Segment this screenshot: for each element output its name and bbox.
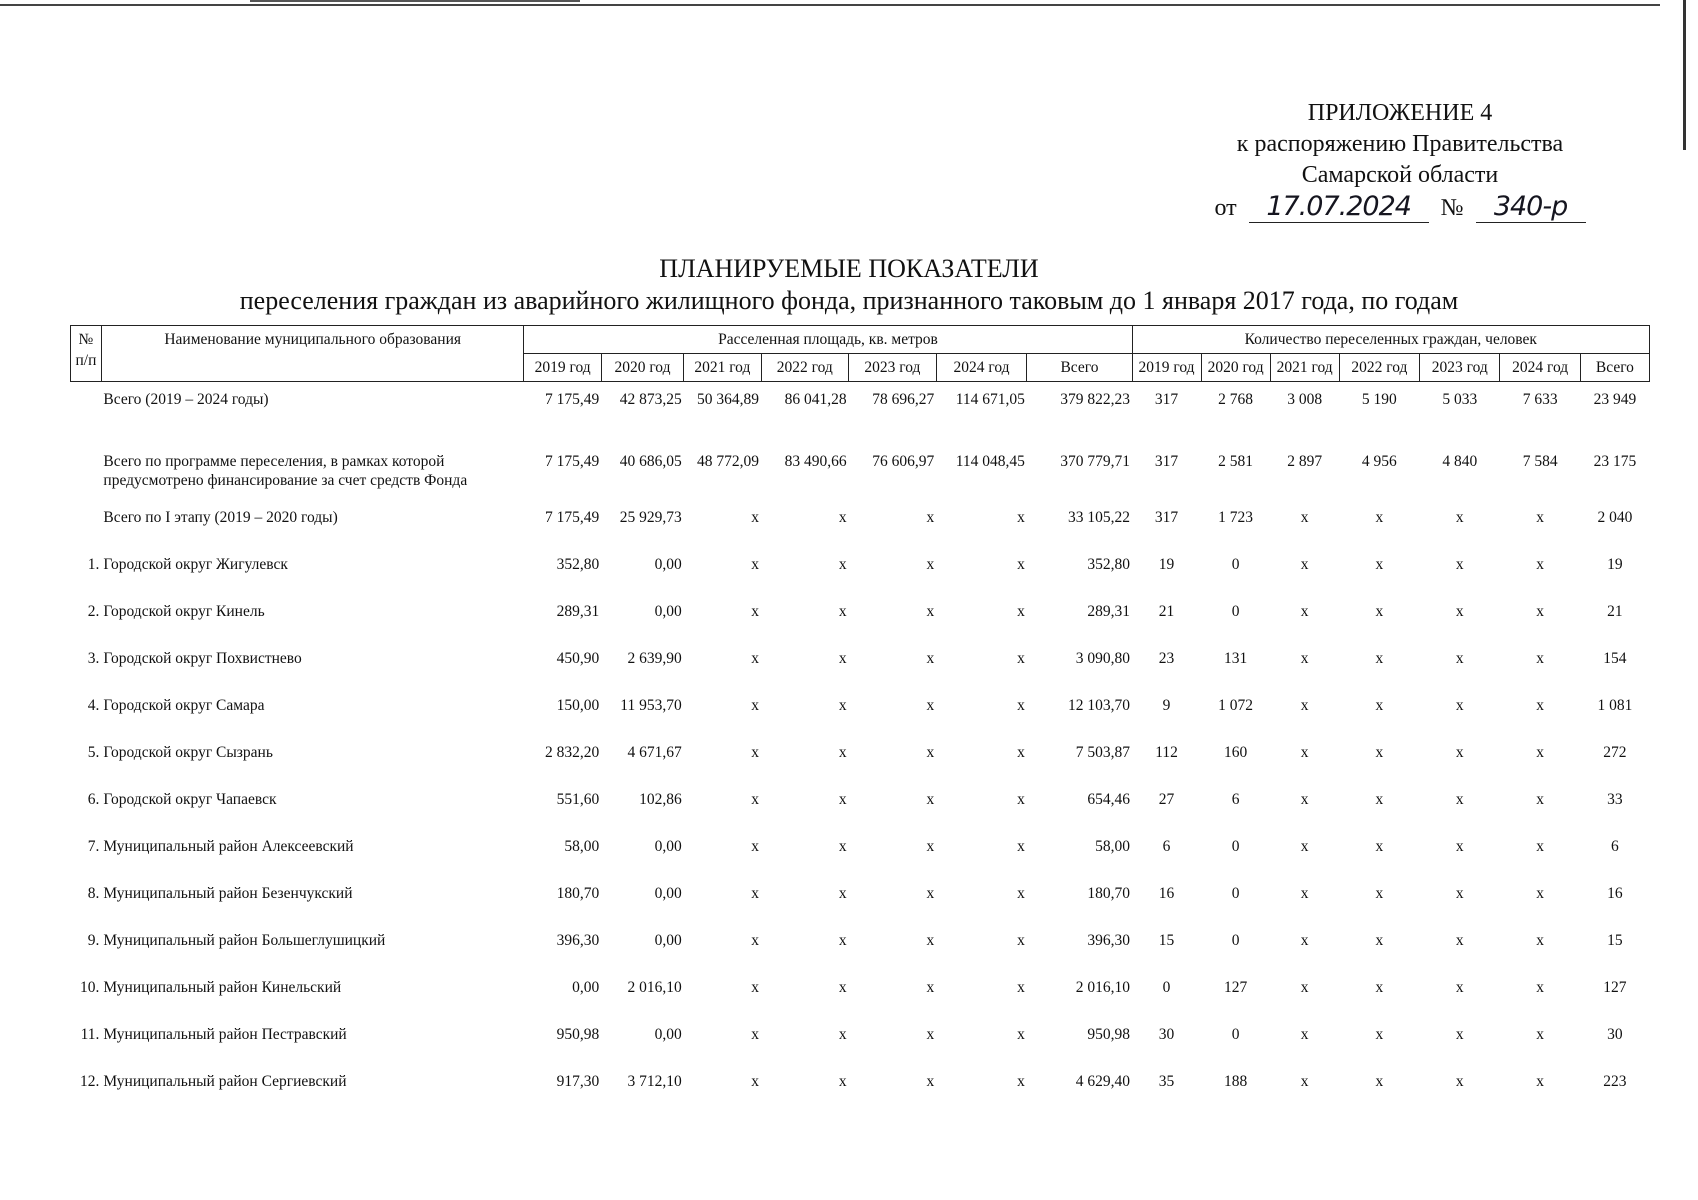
people-cell: x — [1536, 932, 1545, 949]
people-cell: x — [1375, 1073, 1384, 1090]
people-cell: x — [1455, 697, 1464, 714]
area-cell: x — [1017, 838, 1025, 855]
people-cell: 5 033 — [1442, 391, 1478, 408]
municipality-name: Муниципальный район Безенчукский — [103, 885, 353, 902]
people-cell: 16 — [1607, 885, 1623, 902]
people-cell: x — [1300, 697, 1309, 714]
people-cell: 21 — [1607, 603, 1623, 620]
area-cell: 83 490,66 — [784, 453, 847, 470]
area-cell: x — [1017, 1073, 1025, 1090]
area-cell: 2 016,10 — [627, 979, 682, 996]
area-cell: x — [751, 603, 759, 620]
title-subtitle: переселения граждан из аварийного жилищного фонда, признанного таковым до 1 января 2017 года, по годам — [239, 286, 1459, 315]
area-cell: 352,80 — [1087, 556, 1131, 573]
people-cell: x — [1300, 509, 1309, 526]
municipality-name: Муниципальный район Сергиевский — [103, 1073, 347, 1090]
table-row — [71, 881, 1650, 928]
people-cell: 127 — [1603, 979, 1627, 996]
header-people-2023: 2023 год — [1420, 354, 1500, 382]
table-body — [71, 382, 1650, 1117]
municipality-name: Муниципальный район Кинельский — [103, 979, 342, 996]
municipality-name: Городской округ Сызрань — [103, 744, 273, 761]
people-cell: 6 — [1162, 838, 1171, 855]
area-cell: 25 929,73 — [619, 509, 682, 526]
area-cell: x — [751, 838, 759, 855]
area-cell: x — [1017, 603, 1025, 620]
row-number: 7. — [87, 838, 100, 855]
municipality-name: Всего по I этапу (2019 – 2020 годы) — [103, 509, 338, 526]
table-row — [71, 382, 1650, 435]
header-area-2021: 2021 год — [684, 354, 761, 382]
area-cell: 0,00 — [654, 932, 682, 949]
area-cell: 7 175,49 — [545, 453, 600, 470]
area-cell: 352,80 — [556, 556, 600, 573]
area-cell: 42 873,25 — [619, 391, 682, 408]
area-cell: x — [751, 932, 759, 949]
people-cell: x — [1455, 1026, 1464, 1043]
area-cell: 50 364,89 — [697, 391, 759, 408]
area-cell: x — [838, 791, 847, 808]
area-cell: 0,00 — [654, 838, 682, 855]
area-cell: 450,90 — [556, 650, 600, 667]
people-cell: 19 — [1158, 556, 1175, 573]
people-cell: x — [1455, 744, 1464, 761]
people-cell: 4 956 — [1361, 453, 1397, 470]
row-number: 2. — [87, 603, 100, 620]
row-number: 8. — [87, 885, 100, 902]
header-people-group: Количество переселенных граждан, человек — [1132, 326, 1649, 354]
people-cell: x — [1375, 603, 1384, 620]
area-cell: x — [1017, 556, 1025, 573]
people-cell: x — [1300, 791, 1309, 808]
people-cell: x — [1455, 1073, 1464, 1090]
people-cell: 112 — [1155, 744, 1178, 761]
appendix-number: ПРИЛОЖЕНИЕ 4 — [1307, 100, 1493, 126]
area-cell: 7 503,87 — [1075, 744, 1131, 761]
people-cell: 317 — [1154, 391, 1179, 408]
table-row — [71, 740, 1650, 787]
people-cell: 317 — [1154, 509, 1179, 526]
area-cell: x — [838, 838, 847, 855]
area-cell: 114 671,05 — [955, 391, 1025, 408]
people-cell: 9 — [1162, 697, 1171, 714]
row-number: 10. — [80, 979, 100, 996]
table-row — [71, 975, 1650, 1022]
people-cell: x — [1536, 885, 1545, 902]
table-row — [71, 552, 1650, 599]
people-cell: x — [1455, 650, 1464, 667]
area-cell: 370 779,71 — [1060, 453, 1131, 470]
area-cell: 0,00 — [654, 885, 682, 902]
area-cell: 950,98 — [1087, 1026, 1131, 1043]
people-cell: x — [1300, 838, 1309, 855]
people-cell: 2 768 — [1218, 391, 1254, 408]
people-cell: x — [1375, 1026, 1384, 1043]
order-number-label: № — [1440, 195, 1464, 221]
area-cell: 7 175,49 — [545, 391, 600, 408]
area-cell: x — [751, 1073, 759, 1090]
header-area-2023: 2023 год — [849, 354, 937, 382]
people-cell: 23 — [1158, 650, 1175, 667]
area-cell: 289,31 — [1087, 603, 1131, 620]
people-cell: 160 — [1223, 744, 1248, 761]
municipality-name: Муниципальный район Алексеевский — [103, 838, 354, 855]
area-cell: x — [838, 697, 847, 714]
people-cell: 27 — [1158, 791, 1175, 808]
people-cell: 1 072 — [1218, 697, 1254, 714]
people-cell: x — [1300, 650, 1309, 667]
people-cell: 21 — [1158, 603, 1175, 620]
area-cell: 7 175,49 — [545, 509, 600, 526]
people-cell: x — [1375, 556, 1384, 573]
people-cell: 6 — [1231, 791, 1240, 808]
area-cell: x — [1017, 509, 1025, 526]
area-cell: 2 639,90 — [627, 650, 682, 667]
header-people-total: Всего — [1580, 354, 1649, 382]
people-cell: 5 190 — [1361, 391, 1397, 408]
table-row — [71, 693, 1650, 740]
people-cell: 2 040 — [1597, 509, 1633, 526]
row-number: 6. — [87, 791, 100, 808]
table-row — [71, 646, 1650, 693]
people-cell: x — [1375, 744, 1384, 761]
people-cell: 2 581 — [1218, 453, 1254, 470]
area-cell: 3 712,10 — [627, 1073, 682, 1090]
people-cell: 23 949 — [1593, 391, 1637, 408]
area-cell: 3 090,80 — [1075, 650, 1131, 667]
area-cell: 396,30 — [1087, 932, 1131, 949]
row-number — [71, 505, 102, 552]
people-cell: 15 — [1607, 932, 1623, 949]
people-cell: x — [1536, 650, 1545, 667]
area-cell: 180,70 — [1087, 885, 1131, 902]
area-cell: x — [838, 979, 847, 996]
area-cell: x — [751, 979, 759, 996]
row-number: 4. — [87, 697, 100, 714]
area-cell: 12 103,70 — [1068, 697, 1131, 714]
area-cell: 950,98 — [556, 1026, 600, 1043]
area-cell: x — [838, 1073, 847, 1090]
appendix-authority: Самарской области — [1301, 162, 1499, 188]
area-cell: 654,46 — [1087, 791, 1131, 808]
people-cell: 35 — [1158, 1073, 1175, 1090]
header-area-total: Всего — [1027, 354, 1132, 382]
people-cell: x — [1536, 979, 1545, 996]
area-cell: x — [838, 885, 847, 902]
area-cell: 58,00 — [1095, 838, 1131, 855]
table-row — [71, 1022, 1650, 1069]
header-people-2021: 2021 год — [1270, 354, 1339, 382]
people-cell: 317 — [1154, 453, 1179, 470]
people-cell: x — [1536, 1026, 1545, 1043]
people-cell: x — [1536, 697, 1545, 714]
municipality-name: Всего по программе переселения, в рамках которой предусмотрено финансирование за счет средств Фонда — [103, 453, 468, 489]
people-cell: 3 008 — [1287, 391, 1323, 408]
indicators-table — [70, 325, 1650, 1116]
people-cell: x — [1300, 744, 1309, 761]
people-cell: x — [1455, 556, 1464, 573]
row-number: 3. — [87, 650, 100, 667]
people-cell: 223 — [1603, 1073, 1627, 1090]
area-cell: x — [1017, 791, 1025, 808]
area-cell: 40 686,05 — [619, 453, 682, 470]
scan-right-border — [1683, 0, 1686, 150]
table-header — [71, 326, 1650, 382]
table-row — [71, 434, 1650, 505]
people-cell: 0 — [1231, 556, 1240, 573]
area-cell: x — [838, 744, 847, 761]
scan-top-border — [0, 4, 1660, 6]
row-number: 1. — [87, 556, 100, 573]
title-main: ПЛАНИРУЕМЫЕ ПОКАЗАТЕЛИ — [659, 254, 1039, 283]
area-cell: x — [1017, 979, 1025, 996]
header-people-2020: 2020 год — [1201, 354, 1270, 382]
people-cell: x — [1536, 509, 1545, 526]
table-row — [71, 505, 1650, 552]
municipality-name: Всего (2019 – 2024 годы) — [103, 391, 269, 408]
table-row — [71, 599, 1650, 646]
area-cell: x — [926, 885, 935, 902]
people-cell: x — [1455, 885, 1464, 902]
people-cell: x — [1455, 509, 1464, 526]
people-cell: x — [1455, 838, 1464, 855]
area-cell: x — [838, 932, 847, 949]
header-people-2022: 2022 год — [1339, 354, 1419, 382]
row-number — [71, 382, 102, 435]
area-cell: x — [926, 1026, 935, 1043]
area-cell: x — [1017, 650, 1025, 667]
order-number: 340-р — [1476, 191, 1586, 223]
row-number: 11. — [80, 1026, 100, 1043]
people-cell: 0 — [1231, 603, 1240, 620]
area-cell: 2 832,20 — [545, 744, 600, 761]
area-cell: x — [751, 885, 759, 902]
area-cell: 150,00 — [556, 697, 600, 714]
people-cell: x — [1536, 603, 1545, 620]
appendix-block — [1170, 98, 1630, 224]
people-cell: 1 723 — [1218, 509, 1254, 526]
area-cell: 76 606,97 — [872, 453, 935, 470]
people-cell: x — [1455, 979, 1464, 996]
header-area-group: Расселенная площадь, кв. метров — [524, 326, 1132, 354]
people-cell: x — [1536, 838, 1545, 855]
area-cell: 551,60 — [556, 791, 600, 808]
people-cell: 0 — [1231, 885, 1240, 902]
appendix-order-line — [1170, 191, 1630, 224]
people-cell: 131 — [1223, 650, 1248, 667]
area-cell: x — [838, 603, 847, 620]
order-from-label: от — [1214, 195, 1237, 221]
area-cell: 0,00 — [654, 1026, 682, 1043]
appendix-order-ref: к распоряжению Правительства — [1236, 131, 1564, 157]
table-row — [71, 928, 1650, 975]
row-number: 5. — [87, 744, 100, 761]
area-cell: x — [926, 979, 935, 996]
area-cell: 0,00 — [654, 603, 682, 620]
area-cell: x — [751, 697, 759, 714]
people-cell: x — [1375, 932, 1384, 949]
municipality-name: Городской округ Чапаевск — [103, 791, 277, 808]
people-cell: 154 — [1603, 650, 1627, 667]
people-cell: 0 — [1162, 979, 1171, 996]
people-cell: x — [1536, 791, 1545, 808]
scan-edge-line — [250, 0, 580, 2]
row-number: 12. — [80, 1073, 100, 1090]
area-cell: 102,86 — [639, 791, 682, 808]
people-cell: x — [1300, 603, 1309, 620]
area-cell: x — [751, 650, 759, 667]
people-cell: x — [1375, 509, 1384, 526]
people-cell: 23 175 — [1593, 453, 1637, 470]
area-cell: x — [926, 556, 935, 573]
people-cell: 19 — [1607, 556, 1623, 573]
area-cell: x — [926, 603, 935, 620]
area-cell: 0,00 — [572, 979, 600, 996]
order-date: 17.07.2024 — [1249, 191, 1429, 223]
area-cell: 11 953,70 — [620, 697, 682, 714]
people-cell: 4 840 — [1442, 453, 1478, 470]
area-cell: x — [926, 697, 935, 714]
people-cell: 0 — [1231, 932, 1240, 949]
area-cell: x — [838, 650, 847, 667]
area-cell: x — [1017, 697, 1025, 714]
area-cell: x — [926, 932, 935, 949]
row-number — [71, 434, 102, 505]
area-cell: 0,00 — [654, 556, 682, 573]
people-cell: 272 — [1603, 744, 1627, 761]
header-people-2024: 2024 год — [1500, 354, 1580, 382]
area-cell: x — [926, 838, 935, 855]
area-cell: x — [926, 744, 935, 761]
table-row — [71, 1069, 1650, 1116]
area-cell: x — [926, 650, 935, 667]
area-cell: x — [751, 744, 759, 761]
area-cell: 917,30 — [556, 1073, 600, 1090]
table-row — [71, 834, 1650, 881]
people-cell: x — [1300, 979, 1309, 996]
people-cell: x — [1455, 932, 1464, 949]
area-cell: x — [751, 556, 759, 573]
area-cell: x — [926, 791, 935, 808]
header-area-2020: 2020 год — [601, 354, 683, 382]
area-cell: x — [1017, 932, 1025, 949]
area-cell: 2 016,10 — [1075, 979, 1131, 996]
area-cell: 379 822,23 — [1060, 391, 1131, 408]
area-cell: x — [1017, 744, 1025, 761]
municipality-name: Муниципальный район Пестравский — [103, 1026, 347, 1043]
area-cell: x — [751, 1026, 759, 1043]
municipality-name: Городской округ Похвистнево — [103, 650, 302, 667]
header-area-2022: 2022 год — [761, 354, 849, 382]
municipality-name: Городской округ Жигулевск — [103, 556, 288, 573]
area-cell: x — [751, 509, 759, 526]
header-people-2019: 2019 год — [1132, 354, 1201, 382]
people-cell: 2 897 — [1287, 453, 1323, 470]
table-row — [71, 787, 1650, 834]
people-cell: x — [1375, 791, 1384, 808]
people-cell: x — [1300, 932, 1309, 949]
people-cell: x — [1536, 1073, 1545, 1090]
people-cell: 15 — [1158, 932, 1175, 949]
area-cell: 78 696,27 — [872, 391, 935, 408]
people-cell: x — [1455, 791, 1464, 808]
people-cell: x — [1375, 697, 1384, 714]
municipality-name: Городской округ Кинель — [103, 603, 265, 620]
area-cell: 58,00 — [564, 838, 600, 855]
people-cell: 1 081 — [1597, 697, 1633, 714]
header-area-2024: 2024 год — [936, 354, 1027, 382]
header-row-number: № п/п — [71, 326, 102, 382]
people-cell: 16 — [1158, 885, 1175, 902]
area-cell: x — [751, 791, 759, 808]
area-cell: x — [926, 1073, 935, 1090]
people-cell: x — [1375, 885, 1384, 902]
area-cell: 4 671,67 — [627, 744, 682, 761]
area-cell: 396,30 — [556, 932, 600, 949]
people-cell: 30 — [1158, 1026, 1175, 1043]
people-cell: 7 633 — [1522, 391, 1558, 408]
people-cell: x — [1300, 885, 1309, 902]
people-cell: x — [1375, 979, 1384, 996]
people-cell: 188 — [1223, 1073, 1248, 1090]
area-cell: 33 105,22 — [1068, 509, 1131, 526]
people-cell: 127 — [1223, 979, 1248, 996]
area-cell: x — [1017, 1026, 1025, 1043]
people-cell: x — [1300, 1073, 1309, 1090]
row-number: 9. — [87, 932, 100, 949]
area-cell: 180,70 — [556, 885, 600, 902]
municipality-name: Муниципальный район Большеглушицкий — [103, 932, 386, 949]
people-cell: 0 — [1231, 838, 1240, 855]
people-cell: x — [1536, 556, 1545, 573]
header-municipality: Наименование муниципального образования — [101, 326, 524, 382]
area-cell: 289,31 — [556, 603, 600, 620]
area-cell: 86 041,28 — [784, 391, 847, 408]
area-cell: x — [1017, 885, 1025, 902]
area-cell: x — [838, 1026, 847, 1043]
area-cell: x — [838, 556, 847, 573]
people-cell: 30 — [1607, 1026, 1623, 1043]
header-area-2019: 2019 год — [524, 354, 601, 382]
people-cell: x — [1300, 1026, 1309, 1043]
people-cell: x — [1300, 556, 1309, 573]
people-cell: x — [1375, 650, 1384, 667]
municipality-name: Городской округ Самара — [103, 697, 265, 714]
people-cell: 7 584 — [1522, 453, 1558, 470]
people-cell: 6 — [1611, 838, 1619, 855]
area-cell: 4 629,40 — [1075, 1073, 1131, 1090]
area-cell: x — [926, 509, 935, 526]
document-title — [0, 253, 1698, 317]
area-cell: 114 048,45 — [955, 453, 1025, 470]
people-cell: x — [1455, 603, 1464, 620]
people-cell: x — [1536, 744, 1545, 761]
people-cell: 0 — [1231, 1026, 1240, 1043]
area-cell: x — [838, 509, 847, 526]
area-cell: 48 772,09 — [697, 453, 759, 470]
people-cell: 33 — [1607, 791, 1623, 808]
people-cell: x — [1375, 838, 1384, 855]
